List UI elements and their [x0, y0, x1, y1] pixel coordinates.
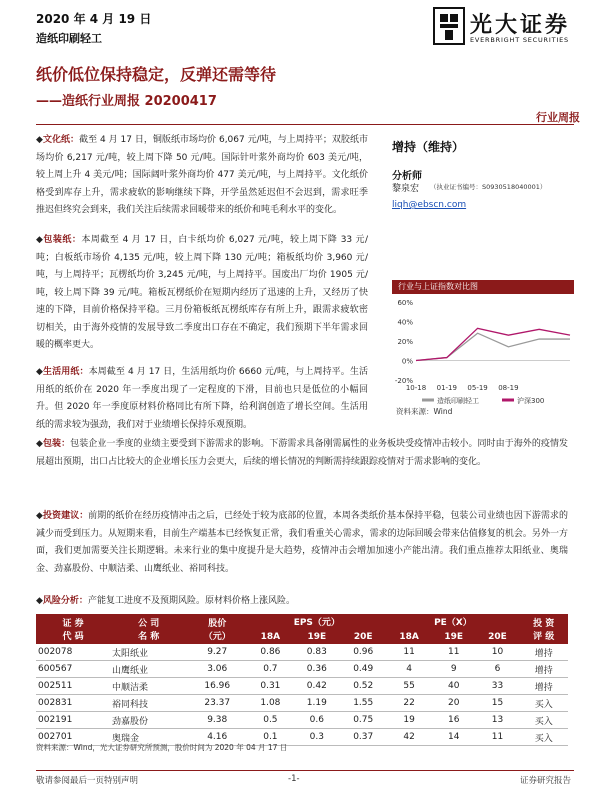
th-line: （元）: [203, 632, 231, 642]
table-cell: 002078: [36, 644, 110, 661]
th-code: [36, 614, 110, 644]
table-cell: 裕同科技: [110, 695, 187, 712]
section-label: 风险分析：: [42, 596, 88, 606]
table-cell: 买入: [519, 712, 568, 729]
table-cell: 0.49: [340, 661, 386, 678]
table-cell: 16.96: [187, 678, 247, 695]
legend-label: 造纸印刷轻工: [437, 397, 479, 405]
table-cell: 中顺洁柔: [110, 678, 187, 695]
section-text: 产能复工进度不及预期风险。原材料价格上涨风险。: [87, 596, 295, 606]
th-pe-18a: 18A: [386, 629, 431, 644]
footer-divider: [36, 770, 574, 771]
header-divider: [36, 124, 574, 125]
analyst-cert: （执业证书编号：S0930518040001）: [430, 183, 547, 191]
th-eps-18a: 18A: [247, 629, 293, 644]
table-cell: 11: [386, 644, 431, 661]
industry-label: 造纸印刷轻工: [36, 32, 102, 45]
section-packaging-paper: [36, 232, 368, 355]
series-line-0: [416, 333, 570, 360]
page-subtitle: ——造纸行业周报 20200417: [36, 94, 217, 109]
th-eps: EPS（元）: [247, 614, 386, 629]
table-cell: 太阳纸业: [110, 644, 187, 661]
stock-table: [36, 614, 568, 746]
y-tick-label: 20%: [397, 338, 413, 346]
section-household-paper: [36, 364, 368, 434]
section-risk: [36, 593, 568, 611]
th-pe: PE（X）: [386, 614, 519, 629]
table-cell: 6: [476, 661, 520, 678]
table-cell: 42: [386, 729, 431, 746]
page-number: -1-: [288, 774, 300, 784]
y-tick-label: 60%: [397, 299, 413, 307]
section-label: 投资建议：: [42, 511, 89, 521]
diamond-icon: ◆: [36, 439, 43, 449]
rating: 增持（维持）: [392, 140, 465, 154]
table-cell: 0.75: [340, 712, 386, 729]
diamond-icon: ◆: [36, 511, 43, 521]
analyst-email[interactable]: liqh@ebscn.com: [392, 200, 467, 210]
section-text: 本周截至 4 月 17 日，白卡纸均价 6,027 元/吨，较上周下降 33 元/吨；白板纸市场价 4,135 元/吨，较上周下降 130 元/吨；箱板纸均价 3,960 元/吨，与上周持平；瓦楞纸均价 3,245 元/吨，与上周持平。国废出厂均价 1905 元/吨，较上周下降 39 元/吨。箱板瓦楞纸价在短期内经历了迅速的上升，又经历了快速的下降，目前价格保持平稳。三月份箱板纸瓦楞纸库存有所上升，跟需求疲软密切相关，由于海外疫情的发展导致二季度出口存在不确定，我们预期下半年需求回暖的概率更大。: [36, 235, 368, 350]
section-label: 生活用纸：: [43, 367, 89, 377]
table-row: [36, 712, 568, 729]
section-label: 文化纸：: [42, 135, 80, 145]
section-investment-advice: [36, 508, 568, 578]
analyst-label: 分析师: [392, 171, 422, 182]
table-cell: 0.83: [294, 644, 340, 661]
table-cell: 15: [476, 695, 520, 712]
th-price: [187, 614, 247, 644]
table-cell: 0.1: [247, 729, 293, 746]
diamond-icon: ◆: [36, 596, 43, 606]
logo-english: EVERBRIGHT SECURITIES: [470, 36, 569, 44]
table-cell: 20: [432, 695, 476, 712]
diamond-icon: ◆: [36, 367, 44, 377]
section-label: 包装：: [42, 439, 71, 449]
th-line: 投 资: [533, 619, 555, 629]
table-cell: 22: [386, 695, 431, 712]
x-tick-label: 08-19: [498, 384, 519, 392]
table-cell: 600567: [36, 661, 110, 678]
th-line: 股价: [208, 619, 227, 629]
everbright-logo-icon: [432, 6, 466, 46]
th-pe-20e: 20E: [476, 629, 520, 644]
table-cell: 0.42: [294, 678, 340, 695]
table-cell: 0.86: [247, 644, 293, 661]
x-tick-label: 10-18: [405, 384, 427, 392]
table-row: [36, 695, 568, 712]
table-cell: 14: [432, 729, 476, 746]
table-cell: 002701: [36, 729, 110, 746]
table-row: [36, 644, 568, 661]
y-tick-label: -20%: [394, 377, 413, 385]
section-packaging-firms: [36, 436, 568, 471]
y-tick-label: 0%: [401, 357, 413, 366]
table-cell: 13: [476, 712, 520, 729]
section-label: 包装纸：: [43, 235, 82, 245]
table-row: [36, 661, 568, 678]
th-name: [110, 614, 187, 644]
table-cell: 10: [476, 644, 520, 661]
th-line: 代 码: [62, 632, 84, 642]
footer-disclaimer: 敬请参阅最后一页特别声明: [36, 776, 139, 786]
table-cell: 1.08: [247, 695, 293, 712]
table-cell: 0.6: [294, 712, 340, 729]
table-cell: 买入: [519, 729, 568, 746]
table-cell: 9.38: [187, 712, 247, 729]
table-cell: 增持: [519, 678, 568, 695]
table-cell: 16: [432, 712, 476, 729]
analyst-name: 黎泉宏: [392, 184, 420, 194]
table-cell: 买入: [519, 695, 568, 712]
table-cell: 11: [432, 644, 476, 661]
table-cell: 1.19: [294, 695, 340, 712]
table-cell: 4: [386, 661, 431, 678]
th-line: 证 券: [62, 619, 84, 629]
table-cell: 40: [432, 678, 476, 695]
logo-chinese: 光大证券: [470, 12, 571, 38]
table-cell: 0.52: [340, 678, 386, 695]
th-line: 名 称: [138, 632, 160, 642]
table-cell: 0.7: [247, 661, 293, 678]
table-cell: 0.3: [294, 729, 340, 746]
x-tick-label: 01-19: [436, 384, 457, 392]
page-title: 纸价低位保持稳定，反弹还需等待: [36, 65, 277, 84]
table-cell: 0.5: [247, 712, 293, 729]
section-culture-paper: [36, 132, 368, 220]
section-text: 前期的纸价在经历疫情冲击之后，已经处于较为底部的位置，本周各类纸价基本保持平稳，包装公司业绩也因下游需求的减少而受到压力。从短期来看，目前生产端基本已经恢复正常，我们看重关心需求，需求的边际回暖会带来估值修复的机会。另外一方面，我们更加需要关注长期逻辑。未来行业的集中度提升是大趋势，疫情冲击会增加加速小产能出清。我们重点推荐太阳纸业、奥瑞金、劲嘉股份、中顺洁柔、山鹰纸业、裕同科技。: [36, 511, 568, 574]
th-rating: [519, 614, 568, 644]
y-tick-label: 40%: [397, 318, 413, 327]
table-cell: 劲嘉股份: [110, 712, 187, 729]
table-cell: 19: [386, 712, 431, 729]
table-cell: 增持: [519, 661, 568, 678]
section-text: 本周截至 4 月 17 日，生活用纸均价 6660 元/吨，与上周持平。生活用纸的纸价在 2020 年一季度出现了一定程度的下滑，目前也只是低位的小幅回升。但 2020 年一季度原材料价格同比有所下降，给利润创造了增长空间。生活用纸的需求较为强劲，我们对于业绩增长保持乐观预期。: [36, 367, 368, 430]
diamond-icon: ◆: [36, 235, 44, 245]
table-row: [36, 678, 568, 695]
table-note: 资料来源：Wind，光大证券研究所预测，股价时间为 2020 年 04 月 17 日: [36, 743, 288, 752]
diamond-icon: ◆: [36, 135, 43, 145]
table-cell: 002831: [36, 695, 110, 712]
table-cell: 9.27: [187, 644, 247, 661]
chart-source: 资料来源：Wind: [396, 407, 453, 416]
table-cell: 山鹰纸业: [110, 661, 187, 678]
table-cell: 3.06: [187, 661, 247, 678]
section-text: 截至 4 月 17 日，铜版纸市场均价 6,067 元/吨，与上周持平；双胶纸市场均价 6,217 元/吨，较上周下降 50 元/吨。国际针叶浆外商均价 603 美元/吨，较上周上升 4 美元/吨；国际阔叶浆外商均价 477 美元/吨，与上周持平。文化纸价格受到库存上升，需求疲软的影响继续下降，开学虽然延迟但不会迟到，需求旺季推迟但终究会到来，我们关注后续需求回暖带来的纸价和吨毛利水平的变化。: [36, 135, 368, 215]
table-cell: 4.16: [187, 729, 247, 746]
table-cell: 002511: [36, 678, 110, 695]
th-line: 公 司: [138, 619, 160, 629]
table-cell: 0.37: [340, 729, 386, 746]
table-cell: 002191: [36, 712, 110, 729]
th-pe-19e: 19E: [432, 629, 476, 644]
table-cell: 0.36: [294, 661, 340, 678]
report-date: 2020 年 4 月 19 日: [36, 12, 152, 26]
th-eps-19e: 19E: [294, 629, 340, 644]
th-line: 评 级: [533, 632, 555, 642]
table-cell: 23.37: [187, 695, 247, 712]
table-cell: 11: [476, 729, 520, 746]
table-cell: 增持: [519, 644, 568, 661]
table-cell: 奥瑞金: [110, 729, 187, 746]
table-cell: 33: [476, 678, 520, 695]
th-eps-20e: 20E: [340, 629, 386, 644]
x-tick-label: 05-19: [467, 384, 488, 392]
table-cell: 0.96: [340, 644, 386, 661]
series-line-1: [416, 328, 570, 360]
table-cell: 55: [386, 678, 431, 695]
table-cell: 1.55: [340, 695, 386, 712]
chart-title: 行业与上证指数对比图: [392, 280, 574, 294]
legend-label: 沪深300: [517, 397, 545, 405]
section-text: 包装企业一季度的业绩主要受到下游需求的影响。下游需求具备刚需属性的业务板块受疫情冲击较小。同时由于海外的疫情发展超出预期，出口占比较大的企业增长压力会更大，后续的增长情况的判断需持续跟踪疫情对于需求影响的变化。: [36, 439, 568, 467]
table-cell: 9: [432, 661, 476, 678]
report-type: 行业周报: [536, 111, 580, 124]
footer-label: 证券研究报告: [520, 776, 572, 786]
table-cell: 0.31: [247, 678, 293, 695]
industry-vs-index-chart: [392, 296, 574, 406]
